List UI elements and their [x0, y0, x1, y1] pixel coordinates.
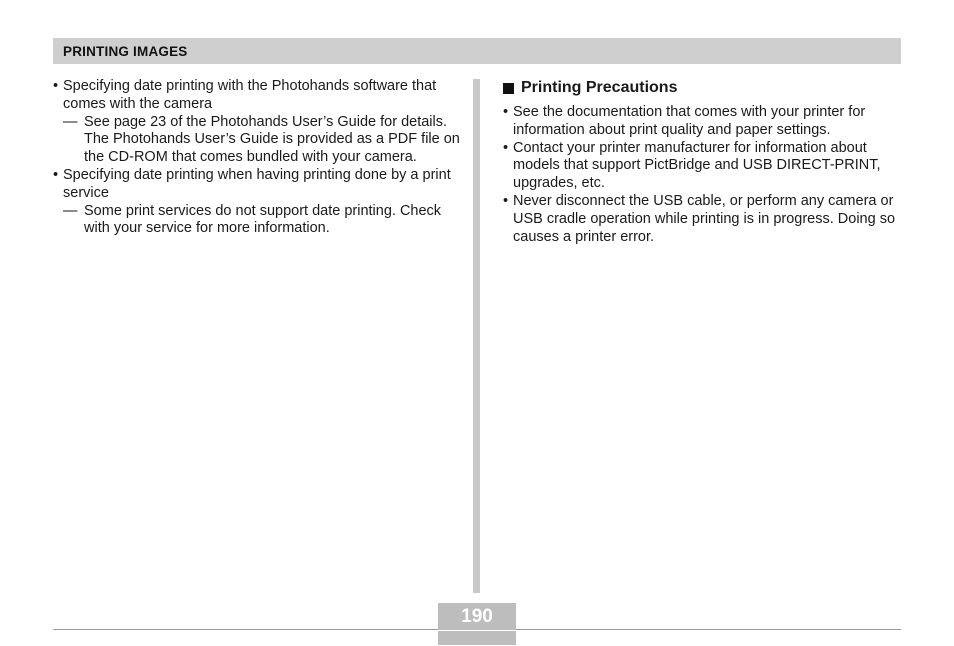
list-item: [53, 78, 463, 114]
list-item: [503, 104, 903, 140]
list-item: [53, 167, 463, 203]
column-divider: [473, 79, 480, 593]
list-item: [503, 140, 903, 193]
page-number-box: [438, 603, 516, 645]
sub-item-text: Some print services do not support date printing. Check with your service for more information.: [84, 202, 442, 237]
bullet-icon: •: [53, 166, 59, 183]
list-item-text: Specifying date printing with the Photohands software that comes with the camera: [63, 78, 437, 112]
left-column: [53, 78, 463, 238]
list-item-text: Specifying date printing when having printing done by a print service: [63, 166, 451, 201]
bullet-icon: •: [503, 192, 509, 209]
bullet-icon: •: [503, 104, 509, 120]
page-number-tab: [438, 631, 516, 645]
dash-icon: —: [63, 202, 78, 219]
section-title: PRINTING IMAGES: [63, 44, 188, 59]
list-item: [503, 193, 903, 246]
right-column: [503, 78, 903, 246]
precautions-heading: [503, 78, 903, 98]
sub-list-item: [53, 114, 463, 167]
list-item-text: See the documentation that comes with your printer for information about print quality and paper settings.: [513, 104, 866, 138]
bullet-icon: •: [503, 139, 509, 156]
section-header-bar: [53, 38, 901, 64]
list-item-text: Never disconnect the USB cable, or perform any camera or USB cradle operation while printing is in progress. Doing so causes a printer error.: [513, 192, 896, 245]
dash-icon: —: [63, 113, 78, 130]
sub-list-item: [53, 203, 463, 239]
page-number: 190: [438, 603, 516, 630]
bullet-icon: •: [53, 78, 59, 94]
sub-item-text: See page 23 of the Photohands User’s Guide for details. The Photohands User’s Guide is provided as a PDF file on the CD-ROM that comes bundled with your camera.: [84, 113, 460, 166]
precautions-heading-text: Printing Precautions: [521, 79, 678, 96]
black-square-icon: [503, 83, 514, 94]
list-item-text: Contact your printer manufacturer for information about models that support PictBridge and USB DIRECT-PRINT, upgrades, etc.: [513, 139, 881, 192]
